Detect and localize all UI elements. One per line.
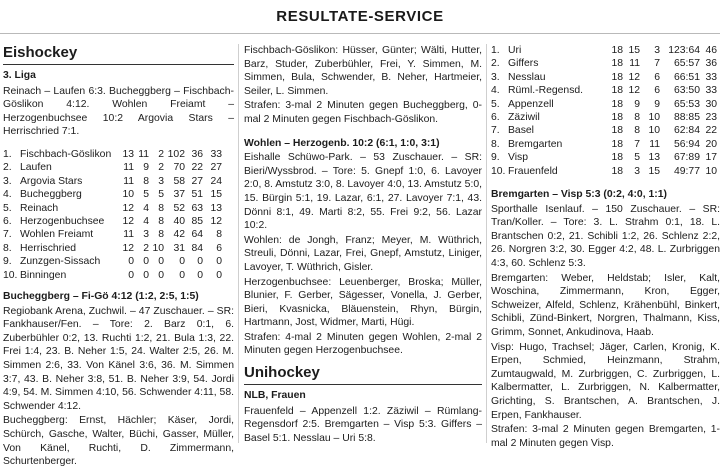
- table-row: [3, 148, 222, 161]
- column-divider: [486, 44, 487, 443]
- rank-cell: 2.: [3, 162, 12, 174]
- stat-cell: 17: [705, 152, 717, 164]
- stat-cell: 36: [191, 148, 203, 160]
- stat-cell: 65:57: [673, 58, 700, 70]
- game-report: Regiobank Arena, Zuchwil. – 47 Zuschauer. – SR: Fankhauser/Fen. – Tore: 2. Barz 0:1, 6. Zuberbühler 0:2, 13. Ruchti 1:2, 21. Bula 1:3, 22. Frei 1:4, 23. B. Neher 1:5, 24. Walter 2:5, 26. M. Simmen 2:6, 33. Von Känel 3:6, 36. M. Simmen 3:7, 43. B. Neher 3:8, 51. B. Neher 3:9, 54. Jordi 4:9, 54. M. Simmen 4:10, 56. Schwender 4:11, 58. Schwender 4:12.: [3, 305, 234, 412]
- stat-cell: 18: [611, 165, 623, 177]
- header-bar: [0, 0, 720, 34]
- stat-cell: 13: [122, 148, 134, 160]
- stat-cell: 56:94: [673, 138, 700, 150]
- stat-cell: 5: [143, 189, 149, 201]
- stat-cell: 3: [143, 229, 149, 241]
- rank-cell: 7.: [3, 229, 12, 241]
- stat-cell: 18: [611, 58, 623, 70]
- table-row: [491, 111, 717, 124]
- stat-cell: 24: [210, 175, 222, 187]
- stat-cell: 8: [143, 175, 149, 187]
- stat-cell: 27: [191, 175, 203, 187]
- team-cell: Argovia Stars: [20, 175, 83, 187]
- stat-cell: 18: [611, 98, 623, 110]
- stat-cell: 2: [158, 162, 164, 174]
- results-summary: Reinach – Laufen 6:3. Bucheggberg – Fischbach-Göslikon 4:12. Wohlen Freiamt – Herzogenbuchsee 10:2 Argovia Stars – Herrischried 7:1.: [3, 85, 234, 138]
- stat-cell: 85: [191, 216, 203, 227]
- rank-cell: 10.: [3, 269, 18, 281]
- rank-cell: 1.: [3, 148, 12, 160]
- stat-cell: 27: [210, 162, 222, 174]
- table-row: [491, 124, 717, 137]
- table-row: [3, 161, 222, 174]
- rank-cell: 1.: [491, 45, 500, 56]
- stat-cell: 31: [173, 242, 185, 254]
- column-divider: [238, 44, 239, 443]
- stat-cell: 64: [191, 229, 203, 241]
- game-report: Eishalle Schüwo-Park. – 53 Zuschauer. – SR: Bieri/Wyssbrod. – Tore: 5. Gnepf 1:0, 6. Lavoyer 2:0, 8. Amstutz 3:0, 8. Lavoyer 4:0, 13. Amstutz 5:0, 15. Bürgin 5:1, 19. Lazar, 6:1, 27. Lavoyer 7:1, 43. Dönni 8:1, 49. Marti 8:2, 55. Frei 9:2, 56. Lazar 10:2.: [244, 152, 482, 232]
- stat-cell: 30: [705, 98, 717, 110]
- stat-cell: 0: [143, 256, 149, 268]
- team-cell: Basel: [508, 125, 534, 137]
- stat-cell: 65:53: [673, 98, 700, 110]
- stat-cell: 18: [611, 45, 623, 56]
- stat-cell: 0: [216, 256, 222, 268]
- stat-cell: 3: [634, 165, 640, 177]
- stat-cell: 11: [123, 162, 134, 174]
- stat-cell: 15: [210, 189, 222, 201]
- stat-cell: 8: [158, 229, 164, 241]
- team-cell: Herrischried: [20, 242, 77, 254]
- stat-cell: 0: [158, 256, 164, 268]
- stat-cell: 6: [654, 71, 660, 83]
- stat-cell: 0: [128, 269, 134, 281]
- sport-heading-eishockey: Eishockey: [3, 44, 234, 65]
- stat-cell: 88:85: [673, 112, 700, 124]
- stat-cell: 8: [216, 229, 222, 241]
- stat-cell: 13: [648, 152, 660, 164]
- table-row: [491, 44, 717, 57]
- stat-cell: 0: [143, 269, 149, 281]
- stat-cell: 6: [216, 242, 222, 254]
- stat-cell: 18: [611, 112, 623, 124]
- stat-cell: 0: [158, 269, 164, 281]
- table-row: [3, 175, 222, 188]
- stat-cell: 22: [191, 162, 203, 174]
- table-row: [491, 138, 717, 151]
- stat-cell: 123:64: [668, 45, 700, 56]
- team-cell: Binningen: [20, 269, 67, 281]
- table-row: [3, 255, 222, 268]
- rank-cell: 8.: [491, 138, 500, 150]
- stat-cell: 11: [123, 229, 134, 241]
- stat-cell: 2: [143, 242, 149, 254]
- stat-cell: 7: [654, 58, 660, 70]
- rank-cell: 9.: [3, 256, 12, 268]
- team-cell: Frauenfeld: [508, 165, 558, 177]
- stat-cell: 10: [152, 242, 164, 254]
- team-cell: Appenzell: [508, 98, 554, 110]
- stat-cell: 52: [173, 202, 185, 214]
- stat-cell: 23: [705, 112, 717, 124]
- team-lineup: Visp: Hugo, Trachsel; Jäger, Carlen, Kronig, K. Erpen, Schmied, Heinzmann, Strahm, Zumtaugwald, M. Zurbriggen, C. Zurbriggen, L. Kalbermatter, L. Zurbriggen, N. Kalbermatter, Grichting, S. Brantschen, A. Brantschen, J. Erpen, Fankhauser.: [491, 341, 720, 421]
- stat-cell: 13: [210, 202, 222, 214]
- stat-cell: 11: [649, 138, 660, 150]
- table-row: [491, 165, 717, 178]
- standings-table-eishockey: [3, 148, 222, 282]
- stat-cell: 63:50: [673, 85, 700, 97]
- stat-cell: 22: [705, 125, 717, 137]
- team-lineup: Bucheggberg: Ernst, Hächler; Käser, Jordi, Schürch, Gasche, Walter, Büchi, Gasser, Müller, Von Känel, Ruchti, D. Zimmermann, Schurtenberger.: [3, 415, 234, 468]
- team-cell: Rüml.-Regensd.: [508, 85, 584, 97]
- stat-cell: 0: [197, 269, 203, 281]
- stat-cell: 9: [654, 98, 660, 110]
- stat-cell: 18: [611, 125, 623, 137]
- team-cell: Wohlen Freiamt: [20, 229, 94, 241]
- stat-cell: 84: [191, 242, 203, 254]
- rank-cell: 6.: [491, 112, 500, 124]
- team-lineup: Wohlen: de Jongh, Franz; Meyer, M. Wüthrich, Streuli, Dönni, Lazar, Frei, Gnepf, Amstutz, Liniger, Lavoyer, T. Wüthrich, Gisler.: [244, 234, 482, 273]
- sport-heading-unihockey: Unihockey: [244, 364, 482, 385]
- team-lineup: Bremgarten: Weber, Heldstab; Isler, Kalt, Woschina, Zimmermann, Kron, Egger, Schweizer, Alfeld, Schlenz, Krähenbühl, Binkert, Schibli, Zünd-Binkert, Norgren, Thalmann, Kiss, Grimm, Sonnet, Ankudinova, Haab.: [491, 272, 720, 338]
- table-row: [491, 151, 717, 164]
- stat-cell: 4: [143, 202, 149, 214]
- rank-cell: 6.: [3, 216, 12, 227]
- stat-cell: 18: [611, 85, 623, 97]
- stat-cell: 10: [648, 112, 660, 124]
- table-row: [3, 202, 222, 215]
- stat-cell: 18: [611, 71, 623, 83]
- rank-cell: 3.: [491, 71, 500, 83]
- stat-cell: 8: [634, 112, 640, 124]
- stat-cell: 33: [705, 85, 717, 97]
- page-title: RESULTATE-SERVICE: [276, 8, 444, 25]
- stat-cell: 9: [143, 162, 149, 174]
- stat-cell: 12: [628, 71, 640, 83]
- stat-cell: 8: [634, 125, 640, 137]
- stat-cell: 0: [216, 269, 222, 281]
- column-eishockey: [3, 44, 234, 468]
- stat-cell: 11: [123, 175, 134, 187]
- team-cell: Zunzgen-Sissach: [20, 256, 101, 268]
- rank-cell: 8.: [3, 242, 12, 254]
- rank-cell: 2.: [491, 58, 500, 70]
- stat-cell: 5: [158, 189, 164, 201]
- rank-cell: 10.: [491, 165, 506, 177]
- stat-cell: 42: [173, 229, 185, 241]
- stat-cell: 36: [705, 58, 717, 70]
- table-row: [491, 84, 717, 97]
- team-lineup: Herzogenbuchsee: Leuenberger, Broska; Müller, Blunier, F. Gerber, Sägesser, Vonella, J. Gerber, Bieri, Kvasnicka, Bläuenstein, Rhyn, Bürgin, Hartmann, Jost, Widmer, Marti, Hügi.: [244, 276, 482, 329]
- game-title: Bremgarten – Visp 5:3 (0:2, 4:0, 1:1): [491, 189, 667, 201]
- rank-cell: 9.: [491, 152, 500, 164]
- rank-cell: 5.: [491, 98, 500, 110]
- stat-cell: 12: [122, 242, 134, 254]
- stat-cell: 51: [191, 189, 203, 201]
- stat-cell: 2: [158, 148, 164, 160]
- stat-cell: 66:51: [673, 71, 700, 83]
- stat-cell: 12: [628, 85, 640, 97]
- stat-cell: 7: [634, 138, 640, 150]
- stat-cell: 0: [179, 269, 185, 281]
- team-cell: Fischbach-Göslikon: [20, 148, 112, 160]
- column-unihockey: [491, 44, 720, 449]
- stat-cell: 58: [173, 175, 185, 187]
- table-row: [491, 57, 717, 70]
- stat-cell: 10: [122, 189, 134, 201]
- stat-cell: 0: [179, 256, 185, 268]
- stat-cell: 0: [128, 256, 134, 268]
- stat-cell: 5: [634, 152, 640, 164]
- stat-cell: 49:77: [673, 165, 700, 177]
- table-row: [3, 269, 222, 282]
- team-cell: Bucheggberg: [20, 189, 82, 201]
- stat-cell: 11: [138, 148, 149, 160]
- team-cell: Laufen: [20, 162, 52, 174]
- rank-cell: 4.: [3, 189, 12, 201]
- table-row: [3, 242, 222, 255]
- results-summary: Frauenfeld – Appenzell 1:2. Zäziwil – Rümlang-Regensdorf 2:5. Bremgarten – Visp 5:3. Giffers – Basel 5:1. Nesslau – Uri 5:8.: [244, 405, 482, 444]
- stat-cell: 70: [173, 162, 185, 174]
- game-title: Bucheggberg – Fi-Gö 4:12 (1:2, 2:5, 1:5): [3, 291, 199, 303]
- stat-cell: 40: [173, 216, 185, 227]
- stat-cell: 12: [122, 202, 134, 214]
- penalties: Strafen: 3-mal 2 Minuten gegen Bremgarten, 1-mal 2 Minuten gegen Visp.: [491, 424, 720, 449]
- column-middle: [244, 44, 482, 443]
- game-title: Wohlen – Herzogenb. 10:2 (6:1, 1:0, 3:1): [244, 137, 440, 149]
- team-lineup: Fischbach-Göslikon: Hüsser, Günter; Wälti, Hutter, Barz, Studer, Zuberbühler, Frei, Y. Simmen, M. Simmen, Bula, Schwender, B. Neher, Hartmeier, Seiler, L. Simmen.: [244, 45, 482, 97]
- rank-cell: 3.: [3, 175, 12, 187]
- stat-cell: 102: [167, 148, 185, 160]
- stat-cell: 20: [705, 138, 717, 150]
- team-cell: Visp: [508, 152, 529, 164]
- stat-cell: 4: [143, 216, 149, 227]
- stat-cell: 12: [122, 216, 134, 227]
- stat-cell: 46: [705, 45, 717, 56]
- stat-cell: 6: [654, 85, 660, 97]
- league-heading: 3. Liga: [3, 70, 36, 81]
- stat-cell: 3: [654, 45, 660, 56]
- team-cell: Zäziwil: [508, 112, 540, 124]
- rank-cell: 5.: [3, 202, 12, 214]
- league-heading: NLB, Frauen: [244, 390, 306, 402]
- stat-cell: 15: [628, 45, 640, 56]
- team-cell: Uri: [508, 45, 522, 56]
- team-cell: Nesslau: [508, 71, 546, 83]
- stat-cell: 33: [705, 71, 717, 83]
- table-row: [3, 215, 222, 228]
- table-row: [491, 71, 717, 84]
- team-cell: Reinach: [20, 202, 59, 214]
- table-row: [3, 188, 222, 201]
- penalties: Strafen: 3-mal 2 Minuten gegen Bucheggberg, 0-mal 2 Minuten gegen Fischbach-Göslikon.: [244, 100, 482, 125]
- team-cell: Herzogenbuchsee: [20, 216, 105, 227]
- stat-cell: 8: [158, 216, 164, 227]
- stat-cell: 18: [611, 138, 623, 150]
- standings-table-unihockey: [491, 44, 717, 178]
- stat-cell: 15: [648, 165, 660, 177]
- stat-cell: 18: [611, 152, 623, 164]
- stat-cell: 8: [158, 202, 164, 214]
- stat-cell: 10: [648, 125, 660, 137]
- table-row: [491, 98, 717, 111]
- table-row: [3, 228, 222, 241]
- penalties: Strafen: 4-mal 2 Minuten gegen Wohlen, 2-mal 2 Minuten gegen Herzogenbuchsee.: [244, 331, 482, 357]
- stat-cell: 37: [173, 189, 185, 201]
- rank-cell: 4.: [491, 85, 500, 97]
- stat-cell: 11: [629, 58, 640, 70]
- stat-cell: 10: [705, 165, 717, 177]
- team-cell: Bremgarten: [508, 138, 563, 150]
- stat-cell: 63: [191, 202, 203, 214]
- stat-cell: 3: [158, 175, 164, 187]
- stat-cell: 33: [210, 148, 222, 160]
- stat-cell: 0: [197, 256, 203, 268]
- rank-cell: 7.: [491, 125, 500, 137]
- stat-cell: 9: [634, 98, 640, 110]
- game-report: Sporthalle Isenlauf. – 150 Zuschauer. – SR: Tran/Koller. – Tore: 3. L. Strahm 0:1, 18. L. Brantschen 0:2, 21. Schibli 1:2, 26. Schlenz 2:2, 26. Norgren 3:2, 30. Egger 4:2, 48. L. Zurbriggen 4:3, 60. Schlenz 5:3.: [491, 203, 720, 270]
- stat-cell: 62:84: [673, 125, 700, 137]
- stat-cell: 12: [210, 216, 222, 227]
- stat-cell: 67:89: [673, 152, 700, 164]
- team-cell: Giffers: [508, 58, 539, 70]
